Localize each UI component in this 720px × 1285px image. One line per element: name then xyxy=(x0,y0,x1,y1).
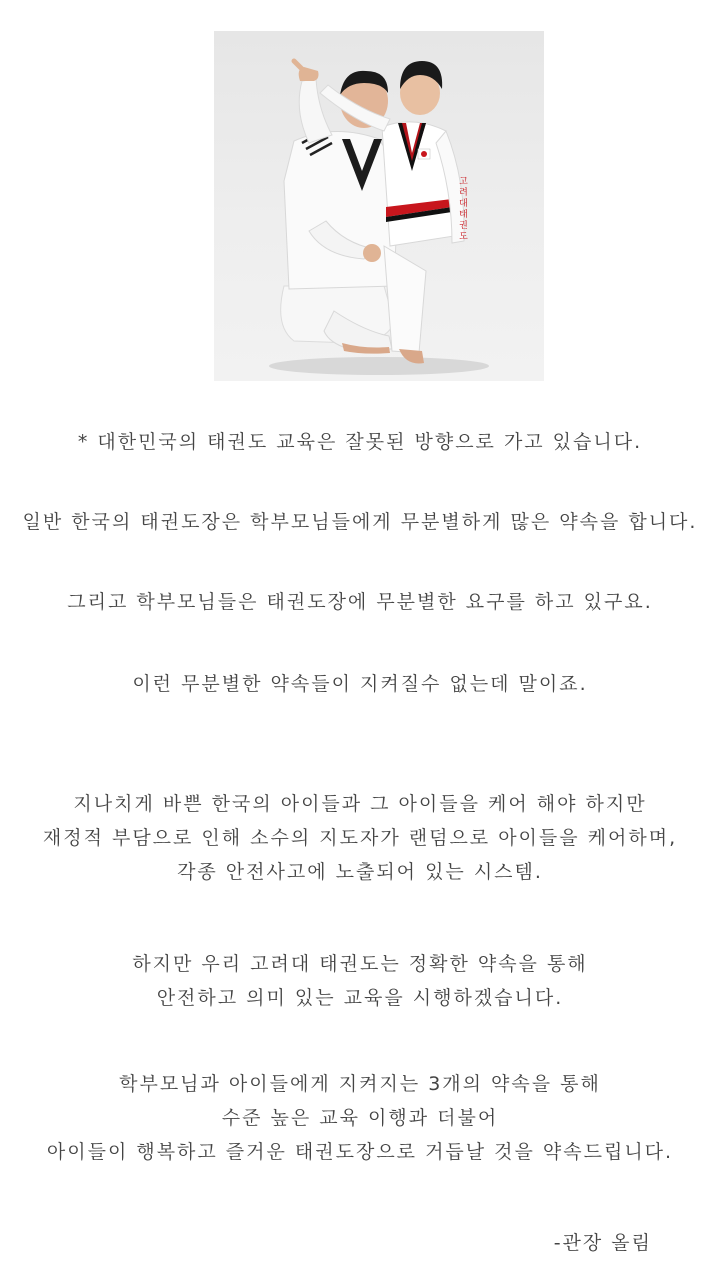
signature: -관장 올림 xyxy=(553,1232,652,1254)
text-line: 수준 높은 교육 이행과 더불어 xyxy=(221,1107,499,1129)
paragraph-1 xyxy=(0,425,720,459)
paragraph-3 xyxy=(0,585,720,619)
paragraph-5 xyxy=(0,787,720,889)
paragraph-2 xyxy=(0,505,720,539)
text-line: 하지만 우리 고려대 태권도는 정확한 약속을 통해 xyxy=(132,953,588,975)
text-line: 학부모님과 아이들에게 지켜지는 3개의 약속을 통해 xyxy=(119,1073,601,1095)
text-line: * 대한민국의 태권도 교육은 잘못된 방향으로 가고 있습니다. xyxy=(77,431,643,453)
paragraph-4 xyxy=(0,667,720,701)
text-line: 이런 무분별한 약속들이 지켜질수 없는데 말이죠. xyxy=(132,673,588,695)
text-line: 안전하고 의미 있는 교육을 시행하겠습니다. xyxy=(156,987,564,1009)
paragraph-7 xyxy=(0,1067,720,1169)
text-line: 아이들이 행복하고 즐거운 태권도장으로 거듭날 것을 약속드립니다. xyxy=(46,1141,674,1163)
text-line: 지나치게 바쁜 한국의 아이들과 그 아이들을 케어 해야 하지만 xyxy=(73,793,647,815)
taekwondo-photo-illustration xyxy=(214,31,544,381)
text-line: 그리고 학부모님들은 태권도장에 무분별한 요구를 하고 있구요. xyxy=(67,591,653,613)
dobok-lettering: 고려대태권도 xyxy=(457,176,467,242)
instructor-and-child-photo xyxy=(214,31,544,381)
text-line: 재정적 부담으로 인해 소수의 지도자가 랜덤으로 아이들을 케어하며, xyxy=(42,827,678,849)
paragraph-6 xyxy=(0,947,720,1015)
text-line: 각종 안전사고에 노출되어 있는 시스템. xyxy=(177,861,543,883)
text-line: 일반 한국의 태권도장은 학부모님들에게 무분별하게 많은 약속을 합니다. xyxy=(22,511,698,533)
